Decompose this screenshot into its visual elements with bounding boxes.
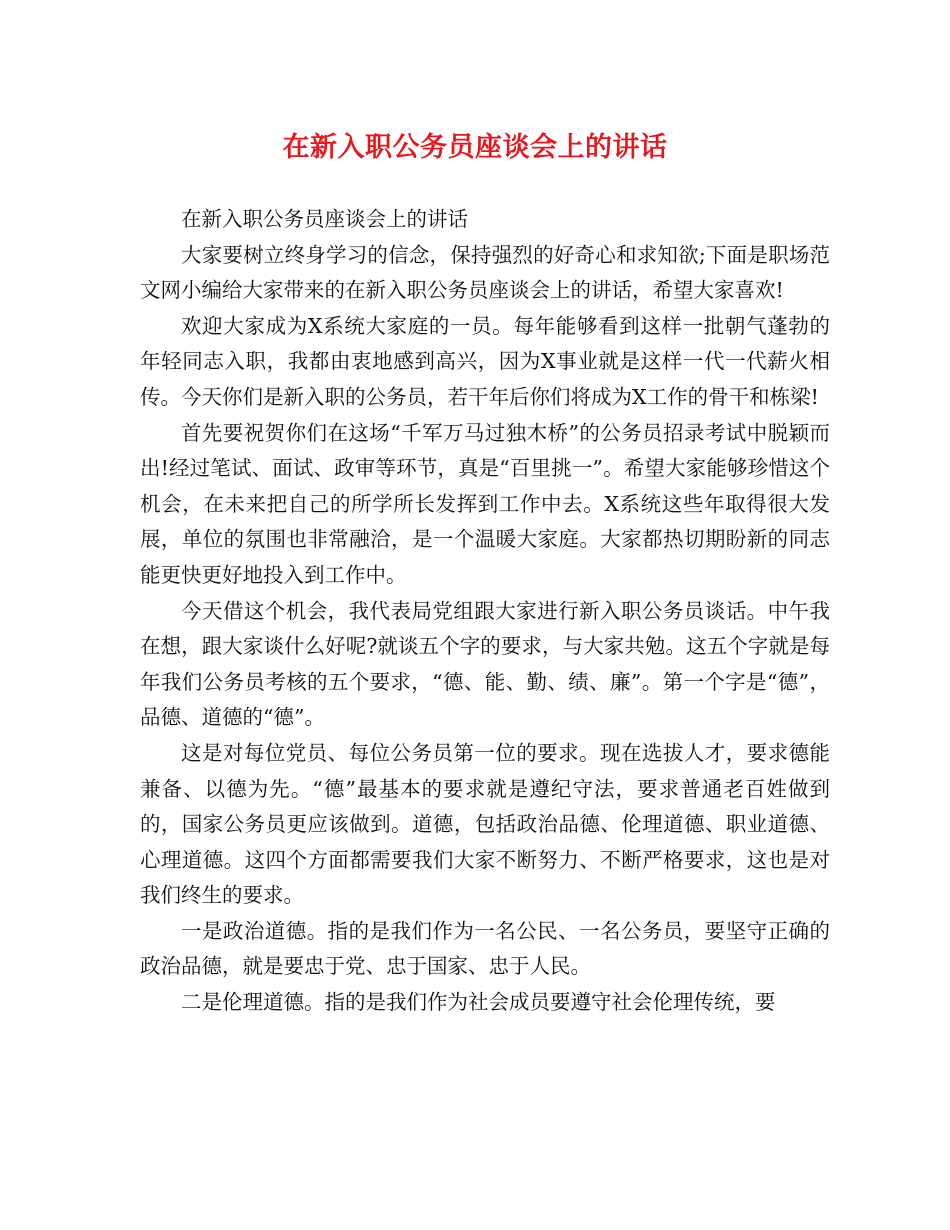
paragraph-five-requirements: 今天借这个机会，我代表局党组跟大家进行新入职公务员谈话。中午我在想，跟大家谈什么好呢?就谈五个字的要求，与大家共勉。这五个字就是每年我们公务员考核的五个要求，“德、能、勤、绩、廉”。第一个字是“德”，品德、道德的“德”。 [140,598,830,730]
paragraph-congratulations: 首先要祝贺你们在这场“千军万马过独木桥”的公务员招录考试中脱颖而出!经过笔试、面试、政审等环节，真是“百里挑一”。希望大家能够珍惜这个机会，在未来把自己的所学所长发挥到工作中去。X系统这些年取得很大发展，单位的氛围也非常融洽，是一个温暖大家庭。大家都热切期盼新的同志能更快更好地投入到工作中。 [140,420,830,587]
paragraph-subtitle: 在新入职公务员座谈会上的讲话 [181,207,468,231]
document-title: 在新入职公务员座谈会上的讲话 [282,132,668,163]
paragraph-intro: 大家要树立终身学习的信念，保持强烈的好奇心和求知欲;下面是职场范文网小编给大家带来的在新入职公务员座谈会上的讲话，希望大家喜欢! [140,242,830,303]
paragraph-social-ethics: 二是伦理道德。指的是我们作为社会成员要遵守社会伦理传统，要 [181,990,776,1015]
paragraph-political-ethics: 一是政治道德。指的是我们作为一名公民、一名公务员，要坚守正确的政治品德，就是要忠于党、忠于国家、忠于人民。 [140,918,830,979]
document-body [140,202,830,1021]
paragraph-welcome: 欢迎大家成为X系统大家庭的一员。每年能够看到这样一批朝气蓬勃的年轻同志入职，我都由衷地感到高兴，因为X事业就是这样一代一代薪火相传。今天你们是新入职的公务员，若干年后你们将成为X工作的骨干和栋梁! [140,313,830,409]
paragraph-morality: 这是对每位党员、每位公务员第一位的要求。现在选拔人才，要求德能兼备、以德为先。“德”最基本的要求就是遵纪守法，要求普通老百姓做到的，国家公务员更应该做到。道德，包括政治品德、伦理道德、职业道德、心理道德。这四个方面都需要我们大家不断努力、不断严格要求，这也是对我们终生的要求。 [140,740,830,908]
